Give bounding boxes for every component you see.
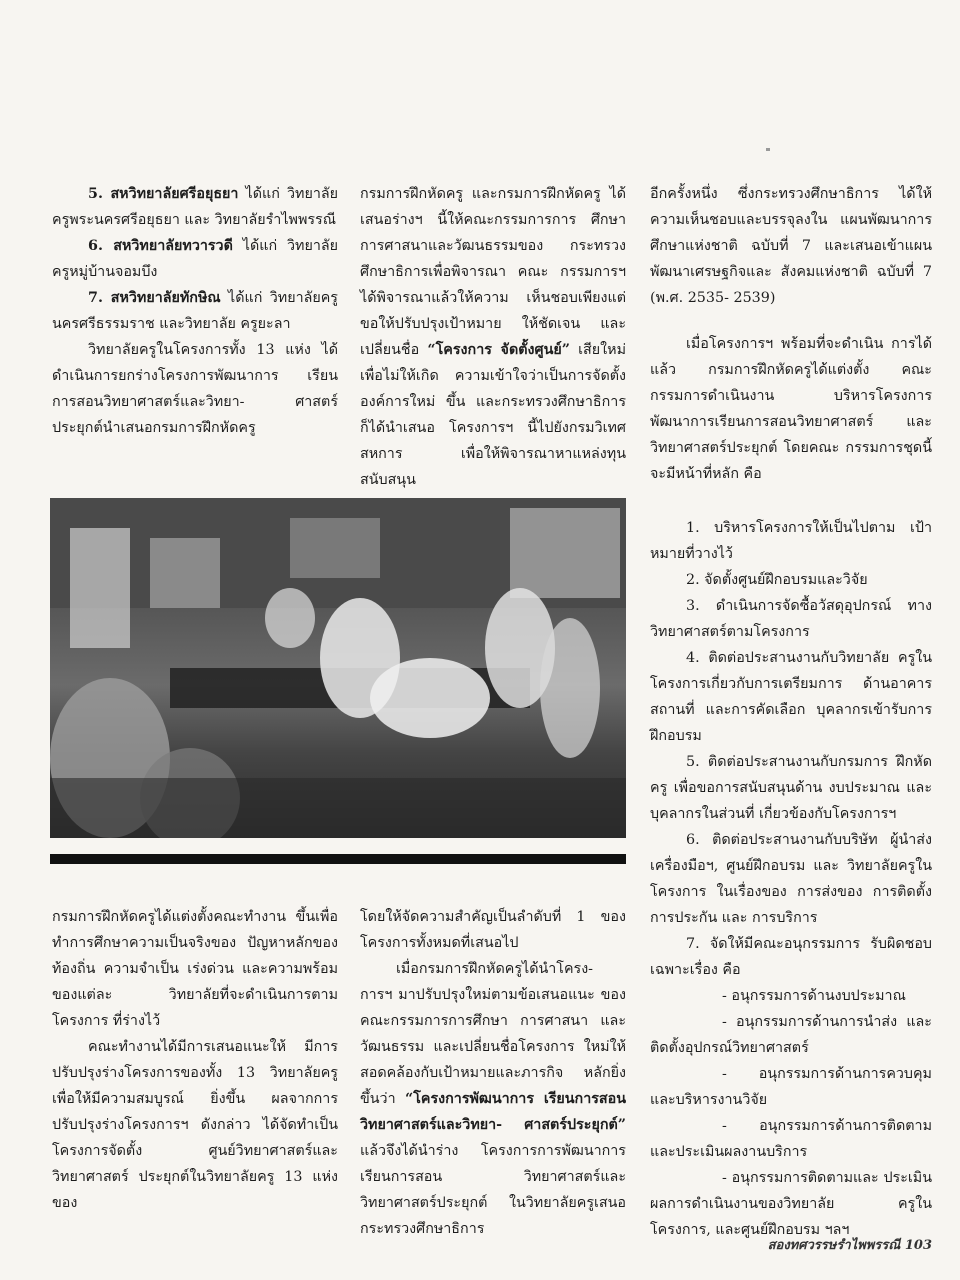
paragraph-text: กรมการฝึกหัดครู และกรมการฝึกหัดครู ได้เสนอร่างฯ นี้ให้คณะกรรมการการ ศึกษา การศาสนาและวัฒนธรรมของ กระทรวงศึกษาธิการเพื่อพิจารณา คณะ กรรมการฯ ได้พิจารณาแล้วให้ความ เห็นชอบเพียงแต่ขอให้ปรับปรุงเป้าหมาย ให้ชัดเจน และเปลี่ยนชื่อ (360, 186, 626, 358)
paragraph: กรมการฝึกหัดครูได้แต่งตั้งคณะทำงาน ขึ้นเพื่อทำการศึกษาความเป็นจริงของ ปัญหาหลักของท้องถิ่น ความจำเป็น เร่งด่วน และความพร้อมของแต่ละ วิทยาลัยที่จะดำเนินการตามโครงการ ที่ร่างไว้ (52, 909, 338, 1029)
paragraph (52, 233, 338, 285)
paragraph: เมื่อโครงการฯ พร้อมที่จะดำเนิน การได้แล้ว กรมการฝึกหัดครูได้แต่งตั้ง คณะกรรมการดำเนินงาน บริหารโครงการ พัฒนาการเรียนการสอนวิทยาศาสตร์ และวิทยาศาสตร์ประยุกต์ โดยคณะ กรรมการชุดนี้จะมีหน้าที่หลัก คือ (650, 336, 932, 482)
paragraph-text: เสียใหม่ เพื่อไม่ให้เกิด ความเข้าใจว่าเป็นการจัดตั้งองค์การใหม่ ขึ้น และกระทรวงศึกษาธิการก็ได้นำเสนอ โครงการฯ นี้ไปยังกรมวิเทศสหการ เพื่อให้พิจารณาหาแหล่งทุนสนับสนุน (360, 342, 626, 488)
column-2-bottom (360, 904, 626, 1242)
paragraph-text: แล้วจึงได้นำร่าง โครงการการพัฒนาการเรียนการสอน วิทยาศาสตร์และวิทยาศาสตร์ประยุกต์ ในวิทยาลัยครูเสนอกระทรวงศึกษาธิการ (360, 1143, 626, 1237)
paragraph (360, 956, 626, 1242)
bold-lead: 7. สหวิทยาลัยทักษิณ (88, 290, 221, 306)
list-item: - อนุกรรมการด้านการติดตาม และประเมินผลงานบริการ (650, 1118, 932, 1160)
column-1-bottom (52, 904, 338, 1216)
bold-lead: 5. สหวิทยาลัยศรีอยุธยา (88, 186, 239, 202)
paragraph-text: ได้แก่ วิทยาลัยครูนครศรีธรรมราช และวิทยาลัย ครูยะลา (52, 290, 338, 332)
list-item: 6. ติดต่อประสานงานกับบริษัท ผู้นำส่งเครื่องมือฯ, ศูนย์ฝึกอบรม และ วิทยาลัยครูในโครงการ ในเรื่องของ การส่งของ การติดตั้ง การประกัน และ การบริการ (650, 832, 932, 926)
duties-list (650, 515, 932, 983)
list-item: 4. ติดต่อประสานงานกับวิทยาลัย ครูในโครงการเกี่ยวกับการเตรียมการ ด้านอาคาร สถานที่ และการคัดเลือก บุคลากรเข้ารับการฝึกอบรม (650, 650, 932, 744)
paragraph (360, 181, 626, 493)
list-item: 3. ดำเนินการจัดซื้อวัสดุอุปกรณ์ ทางวิทยาศาสตร์ตามโครงการ (650, 598, 932, 640)
list-item: 7. จัดให้มีคณะอนุกรรมการ รับผิดชอบเฉพาะเรื่อง คือ (650, 936, 932, 978)
paragraph (52, 285, 338, 337)
project-name-bold: “โครงการพัฒนาการ เรียนการสอนวิทยาศาสตร์และวิทยา- ศาสตร์ประยุกต์” (360, 1091, 627, 1133)
scan-speck (766, 148, 770, 151)
column-1-top (52, 181, 338, 441)
list-item: 2. จัดตั้งศูนย์ฝึกอบรมและวิจัย (686, 572, 868, 588)
page-footer: สองทศวรรษรำไพพรรณี 103 (767, 1238, 932, 1253)
paragraph: อีกครั้งหนึ่ง ซึ่งกระทรวงศึกษาธิการ ได้ให้ความเห็นชอบและบรรจุลงใน แผนพัฒนาการศึกษาแห่งชาติ ฉบับที่ 7 และเสนอเข้าแผนพัฒนาเศรษฐกิจและ สังคมแห่งชาติ ฉบับที่ 7 (พ.ศ. 2535- 2539) (650, 186, 932, 306)
photo-bottom-rule (50, 854, 626, 864)
paragraph-text: ได้แก่ วิทยาลัยครูพระนครศรีอยุธยา และ วิทยาลัยรำไพพรรณี (52, 186, 338, 228)
list-item: - อนุกรรมการติดตามและ ประเมินผลการดำเนินงานของวิทยาลัย ครูในโครงการ, และศูนย์ฝึกอบรม ฯลฯ (650, 1170, 932, 1238)
list-item: 5. ติดต่อประสานงานกับกรมการ ฝึกหัดครู เพื่อขอการสนับสนุนด้าน งบประมาณ และบุคลากรในส่วนที่ เกี่ยวข้องกับโครงการฯ (650, 754, 932, 822)
list-item: - อนุกรรมการด้านการควบคุม และบริหารงานวิจัย (650, 1066, 932, 1108)
list-item: - อนุกรรมการด้านงบประมาณ (722, 988, 906, 1004)
photo-illustration (50, 498, 626, 838)
paragraph-text: เมื่อกรมการฝึกหัดครูได้นำโครง- การฯ มาปรับปรุงใหม่ตามข้อเสนอแนะ ของคณะกรรมการการศึกษา การศาสนา และวัฒนธรรม และเปลี่ยนชื่อโครงการ ใหม่ให้สอดคล้องกับเป้าหมายและภารกิจ หลักยิ่งขึ้นว่า (360, 961, 626, 1107)
column-3 (650, 181, 932, 1243)
paragraph-text: ได้แก่ วิทยาลัยครูหมู่บ้านจอมบึง (52, 238, 338, 280)
paragraph-text: วิทยาลัยครูในโครงการทั้ง 13 แห่ง ได้ดำเนินการยกร่างโครงการพัฒนาการ เรียนการสอนวิทยาศาสตร์และวิทยา- ศาสตร์ประยุกต์นำเสนอกรมการฝึกหัดครู (52, 342, 338, 436)
classroom-photo (50, 498, 626, 838)
paragraph (52, 337, 338, 441)
project-name-bold: “โครงการ จัดตั้งศูนย์” (427, 342, 570, 358)
paragraph: คณะทำงานได้มีการเสนอแนะให้ มีการปรับปรุงร่างโครงการของทั้ง 13 วิทยาลัยครู เพื่อให้มีความสมบูรณ์ ยิ่งขึ้น ผลจากการปรับปรุงร่างโครงการฯ ดังกล่าว ได้จัดทำเป็นโครงการจัดตั้ง ศูนย์วิทยาศาสตร์และวิทยาศาสตร์ ประยุกต์ในวิทยาลัยครู 13 แห่ง ของ (52, 1039, 338, 1211)
list-item: 1. บริหารโครงการให้เป็นไปตาม เป้าหมายที่วางไว้ (650, 520, 932, 562)
list-item: - อนุกรรมการด้านการนำส่ง และติดตั้งอุปกรณ์วิทยาศาสตร์ (650, 1014, 932, 1056)
bold-lead: 6. สหวิทยาลัยทวารวดี (88, 238, 233, 254)
paragraph (52, 181, 338, 233)
subcommittee-list (650, 983, 932, 1243)
column-2-top (360, 181, 626, 493)
paragraph: โดยให้จัดความสำคัญเป็นลำดับที่ 1 ของ โครงการทั้งหมดที่เสนอไป (360, 909, 626, 951)
